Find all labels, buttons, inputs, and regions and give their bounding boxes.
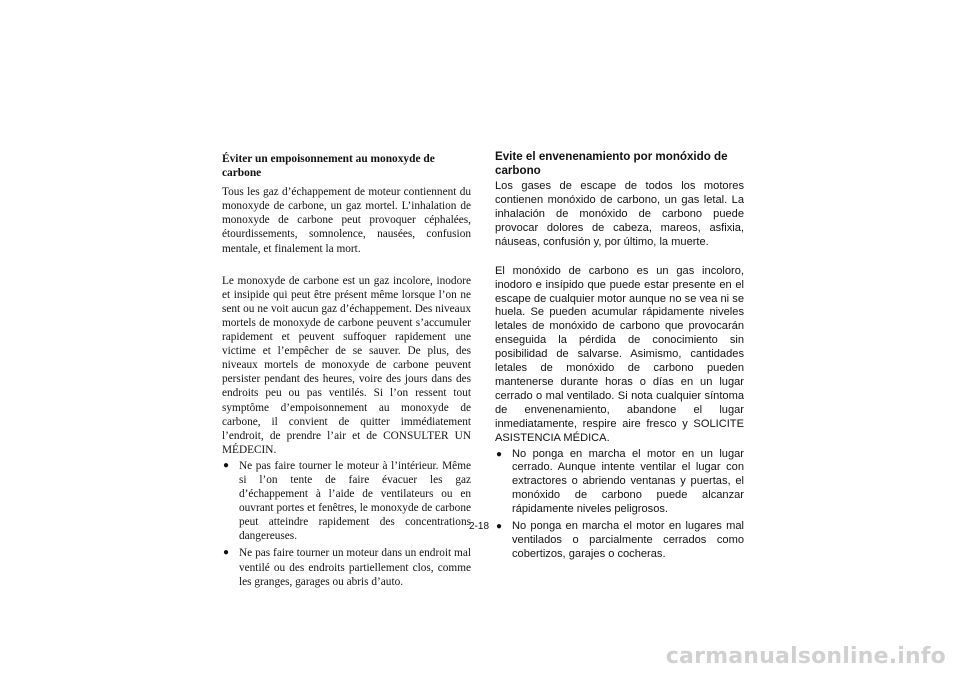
french-bullet-list (222, 459, 471, 589)
french-heading: Éviter un empoisonnement au monoxyde de carbone (222, 153, 435, 180)
spanish-paragraph-1: Los gases de escape de todos los motores contienen monóxido de carbono, un gas letal. La inhalación de monóxido de carbono puede provocar dolores de cabeza, mareos, asfixia, náuseas, confusión y, por último, la muerte. (495, 180, 744, 248)
french-paragraph-1: Tous les gaz d’échappement de moteur contiennent du monoxyde de carbone, un gaz mortel. L’inhalation de monoxyde de carbone peut provoquer céphalées, étourdissements, somnolence, nausées, confusion mentale, et finalement la mort. (222, 186, 471, 255)
bullet-icon: ● (223, 459, 230, 471)
french-bullet-text-2: Ne pas faire tourner un moteur dans un endroit mal ventilé ou des endroits partiellement clos, comme les granges, garages ou abris d’auto. (239, 547, 471, 588)
spanish-heading: Evite el envenenamiento por monóxido de carbono (495, 150, 728, 177)
page-number: 2-18 (469, 521, 490, 532)
bullet-icon: ● (223, 547, 230, 559)
spanish-bullet-list (495, 448, 744, 562)
spanish-paragraph-2: El monóxido de carbono es un gas incoloro, inodoro e insípido que puede estar presente en el escape de cualquier motor aunque no se vea ni se huela. Se pueden acumular rápidamente niveles letales de monóxido de carbono que provocarán enseguida la pérdida de conocimiento sin posibilidad de salvarse. Asimismo, cantidades letales de monóxido de carbono pueden mantenerse durante horas o días en un lugar cerrado o mal ventilado. Si nota cualquier síntoma de envenenamiento, abandone el lugar inmediatamente, respire aire fresco y SOLICITE ASISTENCIA MÉDICA. (495, 264, 744, 444)
french-bullet-text-1: Ne pas faire tourner le moteur à l’intérieur. Même si l’on tente de faire évacuer les gaz d’échappement à l’aide de ventilateurs ou en ouvrant portes et fenêtres, le monoxyde de carbone peut atteindre rapidement des concentrations dangereuses. (239, 459, 471, 543)
watermark-text[interactable]: carmanualsonline.info (665, 644, 946, 669)
french-column (222, 150, 471, 592)
list-item (495, 448, 744, 518)
list-item (222, 459, 471, 544)
spanish-bullet-text-1: No ponga en marcha el motor en un lugar cerrado. Aunque intente ventilar el lugar con extractores o abriendo ventanas y puertas, el monóxido de carbono puede alcanzar rápidamente niveles peligrosos. (512, 447, 744, 516)
bullet-icon: ● (496, 521, 503, 533)
bullet-icon: ● (496, 448, 503, 460)
french-paragraph-2: Le monoxyde de carbone est un gaz incolore, inodore et insipide qui peut être présent même lorsque l’on ne sent ou ne voit aucun gaz d’échappement. Des niveaux mortels de monoxyde de carbone peuvent s’accumuler rapidement et peuvent suffoquer rapidement une victime et l’empêcher de se sauver. De plus, des niveaux mortels de monoxyde de carbone peuvent persister pendant des heures, voire des jours dans des endroits peu ou pas ventilés. Si l’on ressent tout symptôme d’empoisonnement au monoxyde de carbone, il convient de quitter immédiatement l’endroit, de prendre l’air et de CONSULTER UN MÉDECIN. (222, 274, 471, 456)
spanish-bullet-text-2: No ponga en marcha el motor en lugares mal ventilados o parcialmente cerrados como cobertizos, garajes o cocheras. (512, 520, 744, 560)
list-item (495, 520, 744, 562)
spanish-column (495, 150, 744, 565)
list-item (222, 546, 471, 588)
